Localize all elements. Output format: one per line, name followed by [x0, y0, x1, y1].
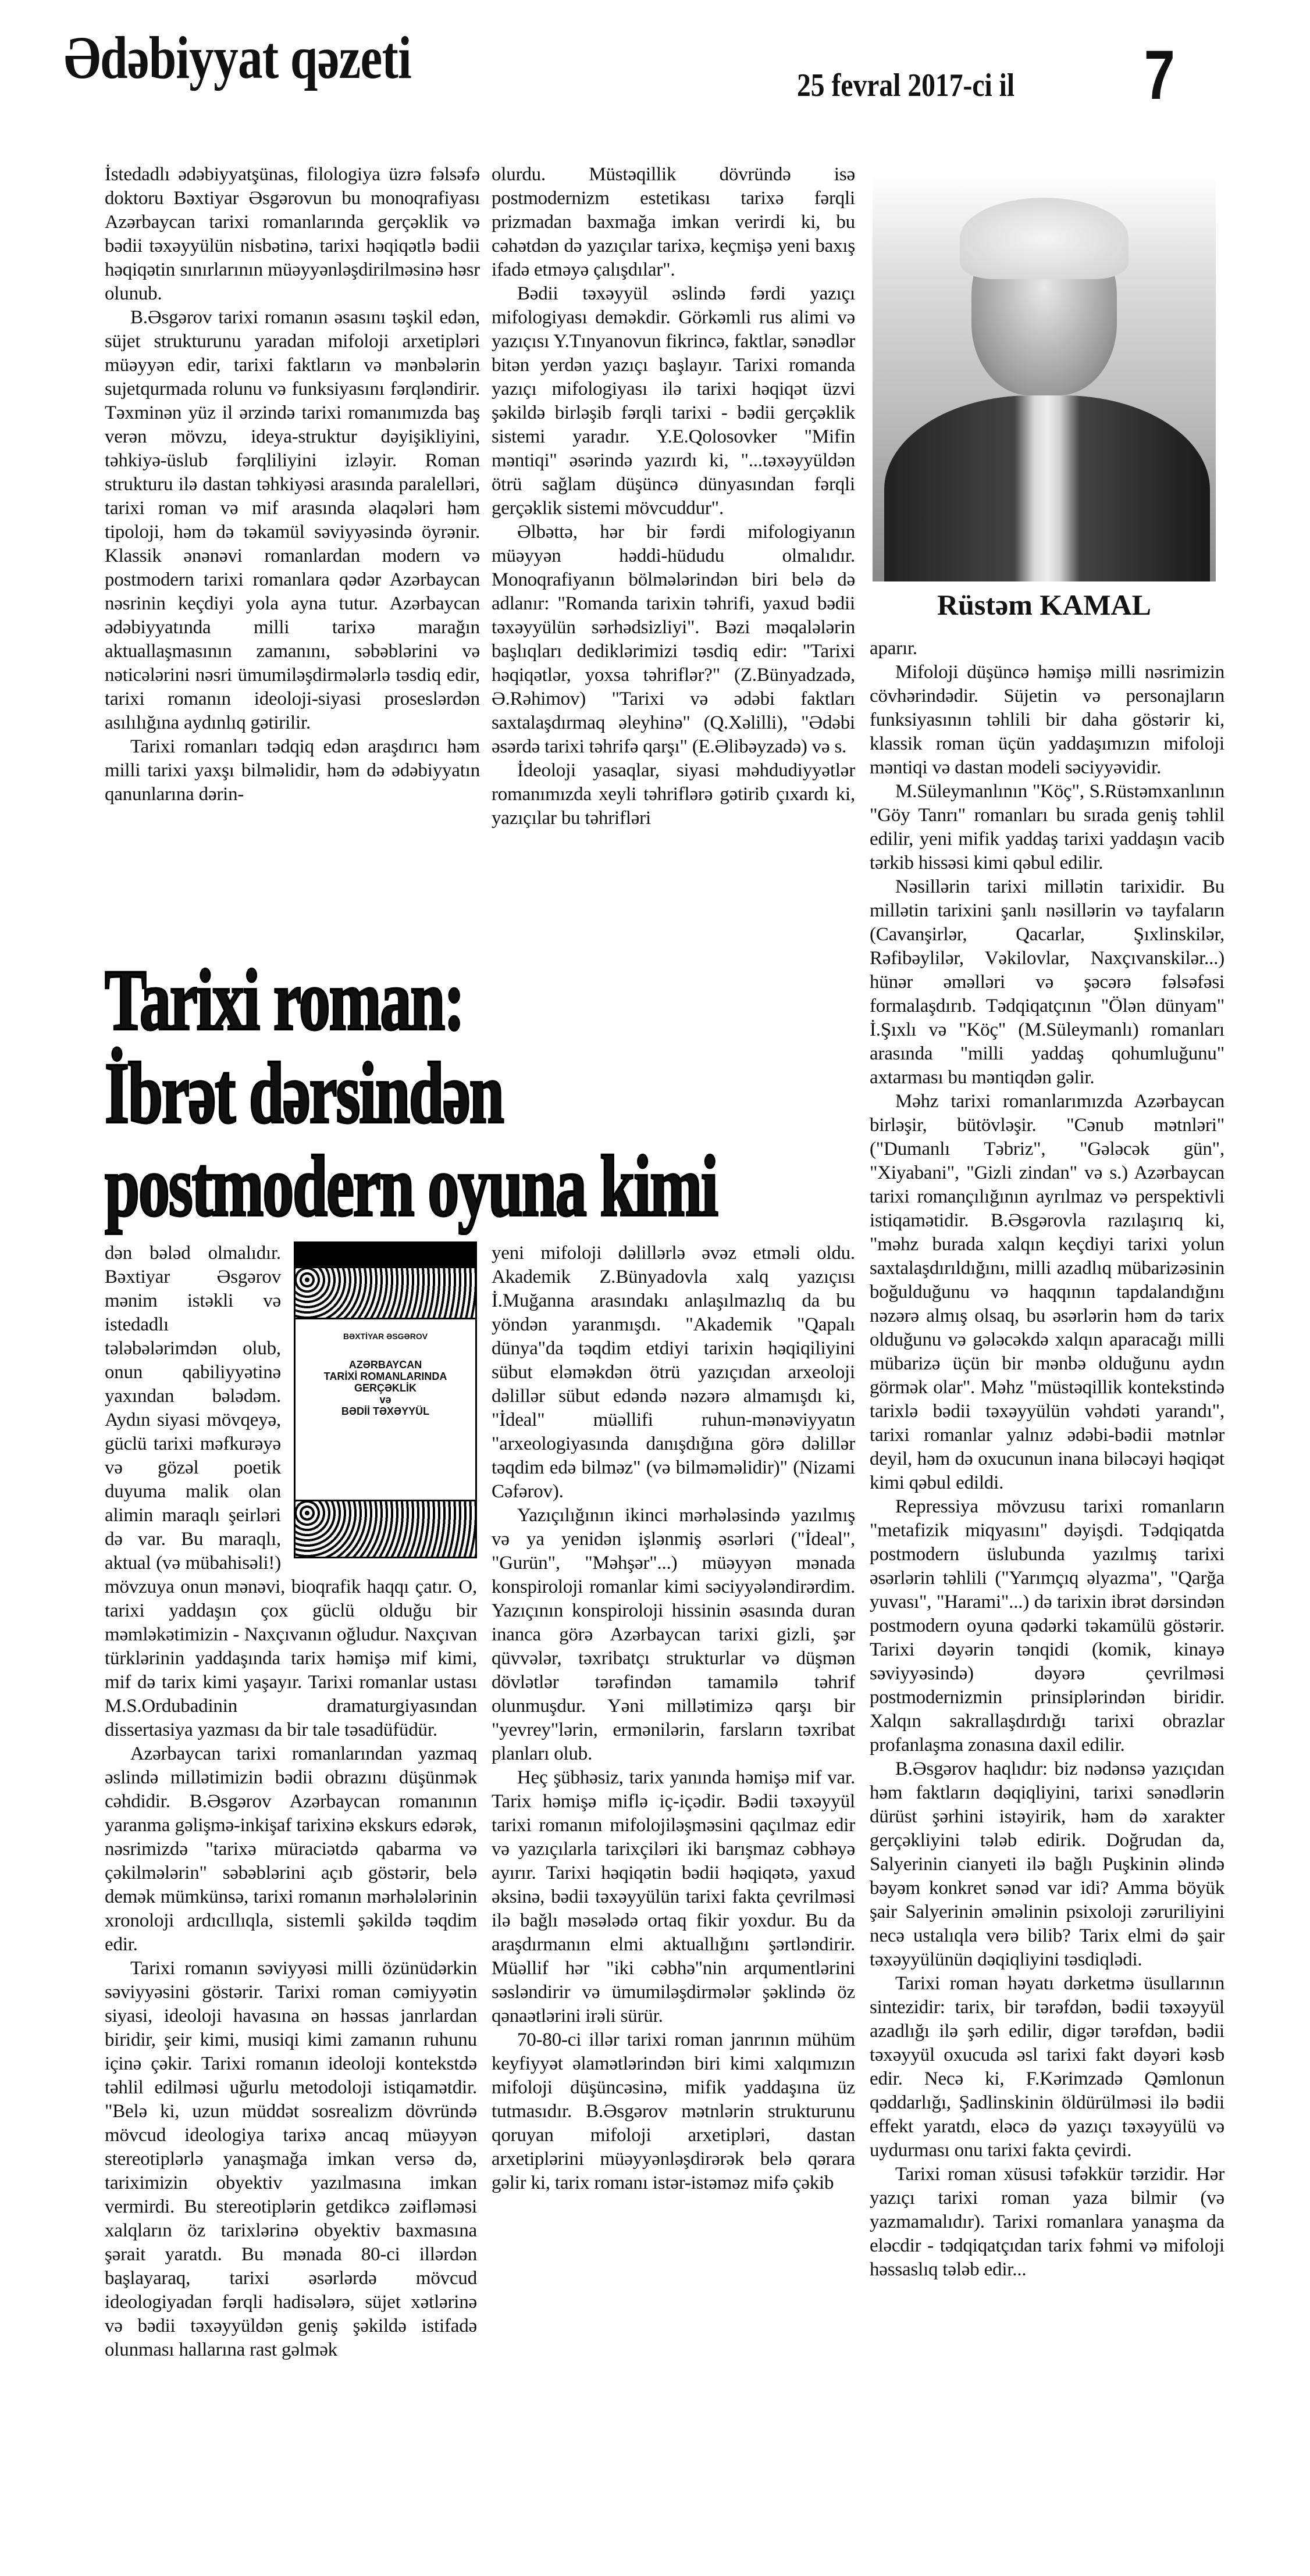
photo-hair [960, 198, 1129, 279]
photo-body [884, 395, 1210, 581]
paragraph: Heç şübhəsiz, tarix yanında həmişə mif var. Tarix həmişə miflə iç-içədir. Bədii təxəyyül tarixi romanın mifolojiləşməsini qaçılmaz edir və yazıçılarla tarixçiləri iki barışmaz cəbhəyə ayırır. Tarixi həqiqətin bədii həqiqətə, yaxud əksinə, bədii təxəyyülün tarixi fakta çevrilməsi ilə bağlı məsələdə ortaq fikir yoxdur. Bu da araşdırmanın elmi aktuallığını şərtləndirir. Müəllif hər "iki cəbhə"nin arqumentlərini səsləndirir və ümumiləşdirmələr şəklində öz qənaətlərini irəli sürür. [492, 1767, 855, 2026]
cover-ornament [296, 1266, 475, 1319]
paragraph: Tarixi roman xüsusi təfəkkür tərzidir. Hər yazıçı tarixi roman yaza bilmir (və yazmamalıdır). Tarixi romanlara yanaşma da eləcdir - tədqiqatçıdan tarix fəhmi və mifoloji həssaslıq tələb edir... [870, 2164, 1224, 2280]
paragraph: Bədii təxəyyül əslində fərdi yazıçı mifologiyası deməkdir. Görkəmli rus alimi və yazıçısı Y.Tınyanovun fikrincə, faktlar, sənədlər bitən yerdən yazıçı başlayır. Tarixi romanda yazıçı mifologiyası ilə tarixi həqiqət üzvi şəkildə birləşib fərqli tarixi - bədii gerçəklik sistemi yaradır. Y.E.Qolosovker "Mifin məntiqi" əsərində yazırdı ki, "...təxəyyüldən ötrü sağlam düşüncə dünyasından fərqli gerçəklik sistemi mövcuddur". [492, 283, 855, 519]
paragraph: Yazıçılığının ikinci mərhələsində yazılmış və ya yenidən işlənmiş əsərləri ("İdeal", "Gurün", "Məhşər"...) müəyyən mənada konspiroloji romanlar kimi səciyyələndirərdim. Yazıçının konspiroloji hissinin əsasında duran inanca görə Azərbaycan tarixi gizli, şər qüvvələr, təxribatçı strukturlar və düşmən dövlətlər tərəfindən tamamilə təhrif olunmuşdur. Yəni millətimizə qarşı bir "yevrey"lərin, ermənilərin, farsların təxribat planları olub. [492, 1505, 855, 1764]
paragraph: dən bələd olmalıdır. Bəxtiyar Əsgərov mənim istəkli və istedadlı tələbələrimdən olub, onun qabiliyyətinə yaxından bələdəm. Aydın siyasi mövqeyə, güclü tarixi məfkurəyə və gözəl poetik duyuma malik olan alimin maraqlı şeirləri də var. Bu maraqlı, aktual (və mübahisəli!) mövzuya onun mənəvi, bioqrafik haqqı çatır. O, tarixi yaddaşın çox güclü olduğu bir məmləkətimizin - Naxçıvanın oğludur. Naxçıvan türklərinin yaddaşında tarix həmişə mif kimi, mif də tarix kimi yaşayır. Tarixi romanlar ustası M.S.Ordubadinin dramaturgiyasından dissertasiya yazması da bir tale təsadüfüdür. [105, 1243, 477, 1740]
cover-title-line: BƏDİİ TƏXƏYYÜL [341, 1405, 430, 1417]
cover-band [296, 1243, 475, 1266]
paragraph: Mifoloji düşüncə həmişə milli nəsrimizin cövhərindədir. Süjetin və personajların funksiyasının təhlili bir daha göstərir ki, klassik roman üçün yaddaşımızın mifoloji məntiqi və dastan modeli səciyyəvidir. [870, 662, 1224, 778]
cover-ornament [296, 1500, 475, 1557]
author-photo [873, 174, 1216, 581]
paragraph: Tarixi romanın səviyyəsi milli özünüdərkin səviyyəsini göstərir. Tarixi roman cəmiyyətin siyasi, ideoloji havasına ən həssas janrlardan biridir, şeir kimi, musiqi kimi zamanın ruhunu içinə çəkir. Tarixi romanın ideoloji kontekstdə təhlil edilməsi uğurlu metodoloji istiqamətdir. "Belə ki, uzun müddət sosrealizm dövründə mövcud ideologiya tarixə ancaq müəyyən stereotiplərlə yanaşmağa imkan versə də, tariximizin obyektiv yazılmasına imkan vermirdi. Bu stereotiplərin getdikcə zəifləməsi xalqların öz tarixlərinə obyektiv baxmasına şərait yaratdı. Bu mənada 80-ci illərdən başlayaraq, tarixi əsərlərdə mövcud ideologiyadan fərqli hadisələrə, süjet xətlərinə və bədii təxəyyüldən geniş şəkildə istifadə olunması hallarına rast gəlmək [105, 1958, 477, 2360]
issue-date: 25 fevral 2017-ci il [797, 67, 1015, 104]
paragraph: Məhz tarixi romanlarımızda Azərbaycan birləşir, bütövləşir. "Cənub mətnləri" ("Dumanlı Təbriz", "Gələcək gün", "Xiyabani", "Gizli zindan" və s.) Azərbaycan tarixi romançılığının ayrılmaz və perspektivli istiqamətidir. B.Əsgərovla razılaşırıq ki, "məhz burada xalqın keçdiyi tarixi yolun saxtalaşdırıldığını, milli azadlıq mübarizəsinin boğulduğunu və haqqının tapdalandığını nəzərə almış olsaq, bu əsərlərin həm də tarix olduğunu və gələcəkdə xalqın aparacağı milli mübarizə üçün bir mənbə olduğunu aydın görmək olar". Məhz "müstəqillik kontekstində tarixlə bədii təxəyyülün vəhdəti yarandı", tarixi romanlar yalnız ədəbi-bədii mətnlər deyil, həm də oxucunun inana biləcəyi həqiqət kimi qəbul edildi. [870, 1091, 1224, 1493]
paragraph: Azərbaycan tarixi romanlarından yazmaq əslində millətimizin bədii obrazını düşünmək cəhdidir. B.Əsgərov Azərbaycan romanının yaranma gəlişmə-inkişaf tarixinə ekskurs edərək, nəsrimizdə "tarixə müraciətdə qabarma və çəkilmələrin" səbəblərini açıb göstərir, belə demək mümkünsə, tarixi romanın mərhələlərinin xronoloji ardıcıllıqla, sistemli şəkildə təqdim edir. [105, 1743, 477, 1955]
paragraph: M.Süleymanlının "Köç", S.Rüstəmxanlının "Göy Tanrı" romanları bu sırada geniş təhlil edilir, yeni mifik yaddaş tarixi yaddaşın vacib tərkib hissəsi kimi qəbul edilir. [870, 781, 1224, 873]
paragraph: İstedadlı ədəbiyyatşünas, filologiya üzrə fəlsəfə doktoru Bəxtiyar Əsgərovun bu monoqrafiyası Azərbaycan tarixi romanlarında gerçəklik və bədii təxəyyülün nisbətinə, tarixi həqiqətlə bədii həqiqətin sınırlarının müəyyənləşdirilməsinə həsr olunub. [105, 164, 480, 304]
paragraph: B.Əsgərov haqlıdır: biz nədənsə yazıçıdan həm faktların dəqiqliyini, tarixi sənədlərin dürüst şərhini istəyirik, həm də xarakter gerçəkliyini tələb edirik. Doğrudan da, Salyerinin cianyeti ilə bağlı Puşkinin əlində bəyəm konkret sənəd var idi? Amma böyük şair Salyerinin əməlinin psixoloji zəruriliyini necə ustalıqla verə bilib? Tarix elmi də şair təxəyyülünün dəqiqliyini təsdiqlədi. [870, 1758, 1224, 1970]
book-cover-image [294, 1241, 477, 1558]
paragraph: Tarixi roman həyatı dərketmə üsullarının sintezidir: tarix, bir tərəfdən, bədii təxəyyül azadlığı ilə şərh edilir, digər tərəfdən, bədii təxəyyül oxucuda əsl tarixi fakt dəyəri kəsb edir. Necə ki, F.Kərimzadə Qəmlonun qəddarlığı, Şadlinskinin öldürülməsi ilə bədii effekt yaratdı, eləcə də yazıçı təxəyyülü və uydurması onu tarixi fakta çevirdi. [870, 1973, 1224, 2161]
photo-caption: Rüstəm KAMAL [937, 588, 1152, 621]
headline-line: İbrət dərsindən [105, 1045, 503, 1141]
right-column [870, 637, 1224, 2282]
newspaper-masthead: Ədəbiyyat qəzeti [64, 24, 411, 91]
page-number: 7 [1144, 36, 1176, 114]
paragraph: Tarixi romanları tədqiq edən araşdırıcı həm milli tarixi yaxşı bilməlidir, həm də ədəbiyyatın qanunlarına dərin- [105, 736, 480, 805]
article-headline [105, 952, 717, 1235]
paragraph: Əlbəttə, hər bir fərdi mifologiyanın müəyyən həddi-hüdudu olmalıdır. Monoqrafiyanın bölmələrindən biri belə də adlanır: "Romanda tarixin təhrifi, yaxud bədii təxəyyülün sərhədsizliyi". Bəzi məqalələrin başlıqları dediklərimizi təsdiq edir: "Tarixi həqiqətlər, yoxsa təhriflər?" (Z.Bünyadzadə, Ə.Rəhimov) "Tarixi və ədəbi faktları saxtalaşdırmaq əleyhinə" (Q.Xəlilli), "Ədəbi əsərdə tarixi təhrifə qarşı" (E.Əlibəyzadə) və s. [492, 522, 855, 757]
top-column-2 [492, 163, 855, 830]
paragraph: Repressiya mövzusu tarixi romanların "metafizik miqyasını" dəyişdi. Tədqiqatda postmodern üslubunda yazılmış tarixi əsərlərin təhlili ("Yarımçıq əlyazma", "Qarğa yuvası", "Harami"...) də tarixin ibrət dərsindən postmodern oyuna qədərki təkamülü göstərir. Tarixi dəyərin tənqidi (komik, kinayə səviyyəsində) dəyərə çevrilməsi postmodernizmin prinsiplərindən biridir. Xalqın sakrallaşdırdığı tarixi obrazlar profanlaşma zonasına daxil edilir. [870, 1496, 1224, 1756]
top-column-1 [105, 163, 480, 807]
paragraph: yeni mifoloji dəlillərlə əvəz etməli oldu. Akademik Z.Bünyadovla xalq yazıçısı İ.Muğanna arasındakı anlaşılmazlıq da bu yöndən yaranmışdı. "Akademik "Qapalı dünya"da təqdim etdiyi tarixin həqiqiliyini sübut eləməkdən ötrü yazıçıdan arxeoloji dəlillər sübut edəndə nəzərə almamışdı ki, "İdeal" müəllifi ruhun-mənəviyyatın "arxeologiyasında danışdığına görə dəlillər təqdim edə bilməz" (və bilməməlidir)" (Nizami Cəfərov). [492, 1243, 855, 1502]
paragraph: B.Əsgərov tarixi romanın əsasını təşkil edən, süjet strukturunu yaradan mifoloji arxetipləri müəyyən edir, tarixi faktların və mənbələrin sujetqurmada rolunu və funksiyasını fərqləndirir. Təxminən yüz il ərzində tarixi romanımızda baş verən mövzu, ideya-struktur dəyişikliyini, təhkiyə-üslub fərqliliyini izləyir. Roman strukturu ilə dastan təhkiyəsi arasında paralelləri, tarixi roman və mif arasında əlaqələri həm tipoloji, həm də təkamül səviyyəsində öyrənir. Klassik ənənəvi romanlardan modern və postmodern tarixi romanlara qədər Azərbaycan nəsrinin keçdiyi yola ayna tutur. Azərbaycan ədəbiyyatında milli tarixə marağın aktuallaşmasının zamanını, səbəblərini və nəticələrini nəsri ümumiləşdirmələrlə təsdiq edir, tarixi romanın ideoloji-siyasi proseslərdən asılılığına aydınlıq gətirilir. [105, 307, 480, 733]
paragraph: aparır. [870, 638, 917, 659]
bottom-column-2 [492, 1241, 855, 2195]
paragraph: İdeoloji yasaqlar, siyasi məhdudiyyətlər romanımızda xeyli təhriflərə gətirib çıxardı ki, yazıçılar bu təhrifləri [492, 760, 855, 829]
headline-line: postmodern oyuna kimi [105, 1138, 717, 1235]
cover-title-line: TARİXİ ROMANLARINDA [323, 1371, 447, 1382]
cover-title-line: AZƏRBAYCAN [348, 1359, 422, 1371]
paragraph: Nəsillərin tarixi millətin tarixidir. Bu millətin tarixini şanlı nəsillərin və tayfaların (Cavanşirlər, Qacarlar, Şıxlinskilər, Rəfibəylilər, Vəkilovlar, Naxçıvanskilər...) hünər əməlləri və şəcərə fəlsəfəsi formalaşdırıb. Tədqiqatçının "Ölən dünyam" İ.Şıxlı və "Köç" (M.Süleymanlı) romanları arasında "milli yaddaş qohumluğunu" axtarması bu məntiqdən gəlir. [870, 876, 1224, 1088]
cover-title-line: GERÇƏKLİK [354, 1382, 417, 1394]
cover-title-line: və [379, 1394, 391, 1405]
headline-line: Tarixi roman: [105, 952, 464, 1048]
bottom-column-1 [105, 1241, 477, 2362]
cover-author: BƏXTİYAR ƏSGƏROV [343, 1332, 428, 1341]
paragraph: 70-80-ci illər tarixi roman janrının mühüm keyfiyyət əlamətlərindən biri kimi xalqımızın mifoloji düşüncəsinə, mifik yaddaşına üz tutmasıdır. B.Əsgərov mətnlərin strukturunu qoruyan mifoloji arxetipləri, dastan arxetiplərini müəyyənləşdirərək belə qərara gəlir ki, tarix romanı istər-istəməz mifə çəkib [492, 2029, 855, 2193]
cover-title [296, 1359, 475, 1417]
paragraph: olurdu. Müstəqillik dövründə isə postmodernizm estetikası tarixə fərqli prizmadan baxmağa imkan verirdi ki, bu cəhətdən də yazıçılar tarixə, keçmişə yeni baxış ifadə etməyə çalışdılar". [492, 164, 855, 280]
